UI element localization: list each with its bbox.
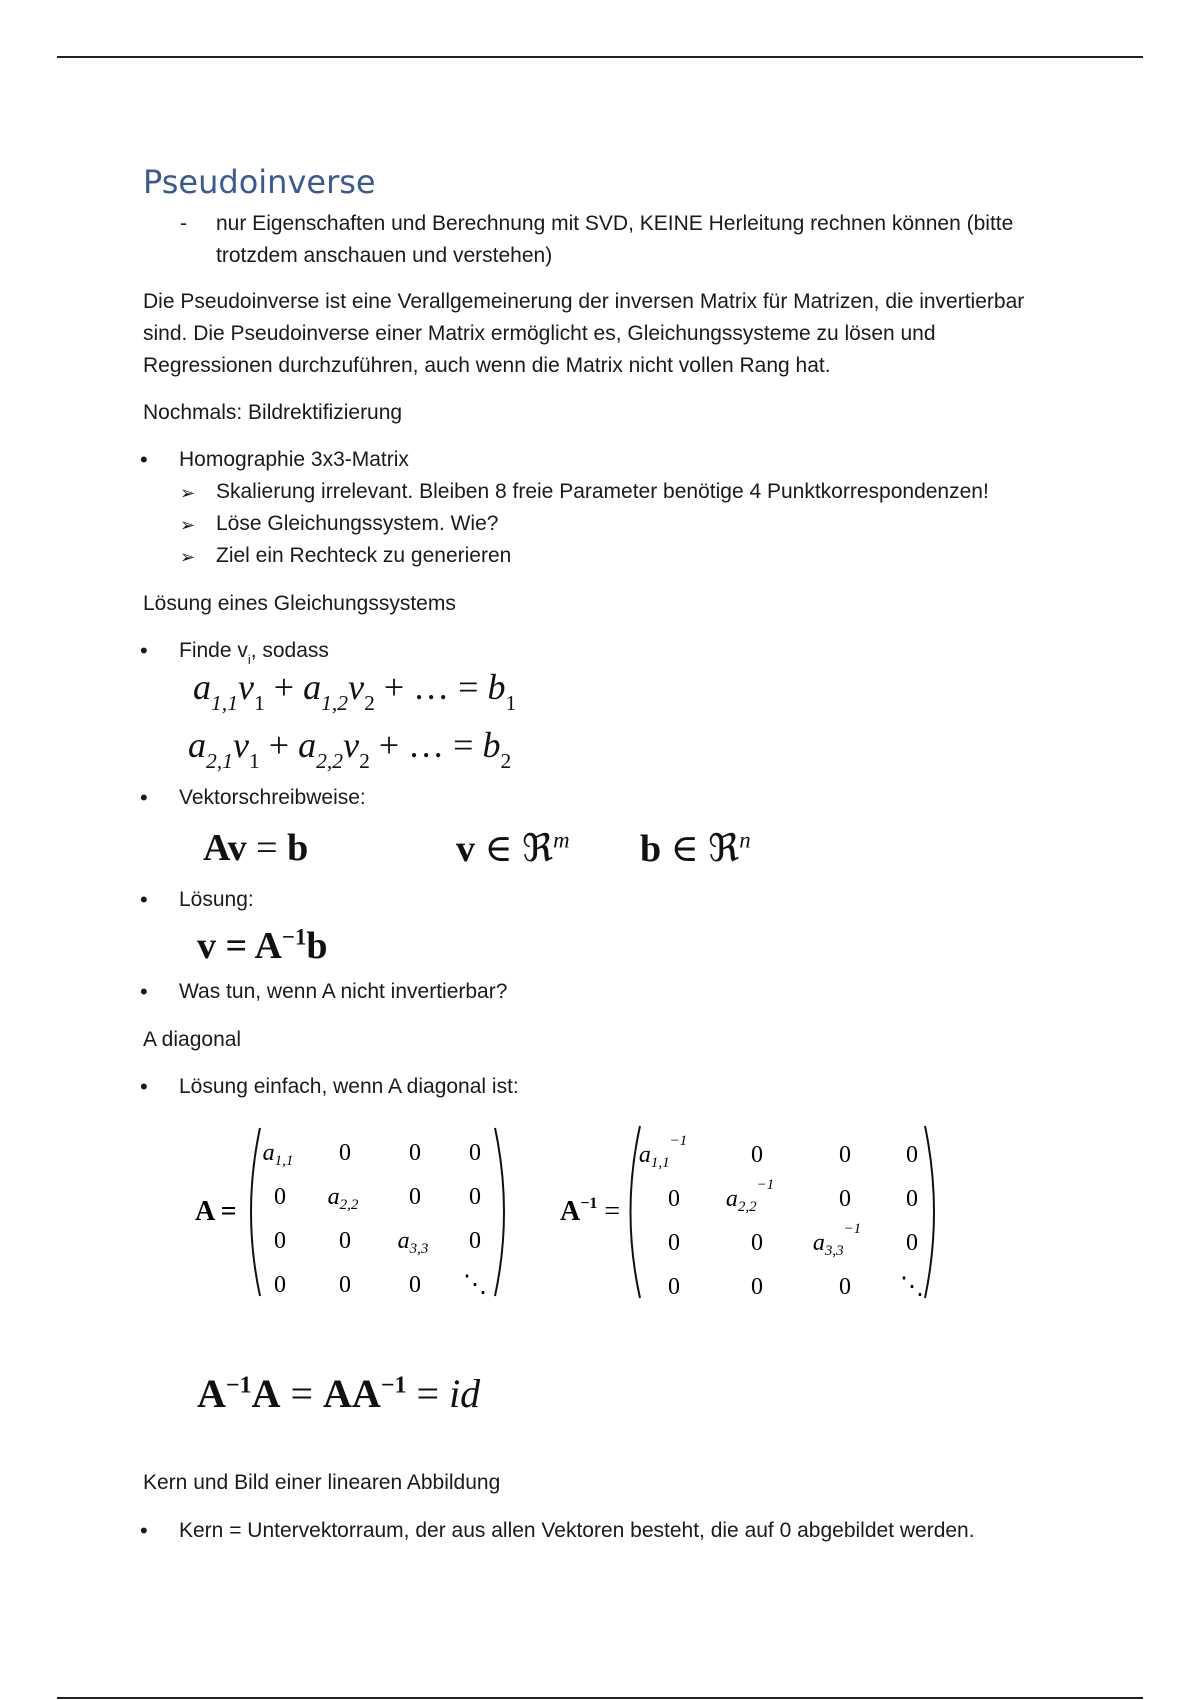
bullet-marker: • (140, 447, 148, 472)
subitem-rechteck: Ziel ein Rechteck zu generieren (216, 544, 512, 567)
matrix-a-inverse (555, 1120, 950, 1305)
finde-text: Finde v (179, 639, 248, 662)
section-heading-kern-bild: Kern und Bild einer linearen Abbildung (143, 1471, 501, 1494)
matrix-a-inverse-label: $A^{-1}$ = (560, 1195, 621, 1227)
matrix-a-cell: 0 (469, 1140, 481, 1166)
section-heading-gleichungssystem: Lösung eines Gleichungssystems (143, 592, 456, 615)
matrix-a-cell: 0 (274, 1272, 286, 1298)
right-paren (925, 1126, 934, 1298)
matrix-a-cell: 0 (409, 1140, 421, 1166)
matrix-a-cell: 0 (409, 1184, 421, 1210)
matrix-ainv-cell: 0 (668, 1186, 680, 1212)
matrix-ainv-cell: ⋱ (900, 1274, 924, 1300)
subitem-skalierung: Skalierung irrelevant. Bleiben 8 freie Parameter benötige 4 Punktkorrespondenzen! (216, 480, 989, 503)
matrix-a-cell: 0 (339, 1272, 351, 1298)
finde-sub: i (247, 653, 251, 668)
matrix-a-cell: 0 (409, 1272, 421, 1298)
matrix-a-cell: $a_{1,1}$ (262, 1140, 294, 1169)
matrix-a-cell: $a_{3,3}$ (397, 1228, 429, 1257)
matrix-ainv-cell: $a_{3,3}^{-1}$ (812, 1221, 862, 1259)
equation-av-b: Av = b (203, 827, 309, 869)
matrix-a-cell: $a_{2,2}$ (327, 1184, 359, 1213)
matrix-a-cell: 0 (469, 1184, 481, 1210)
equation-v-ainv-b: $v = A^{-1}b$ (197, 924, 328, 967)
bullet-loesung-einfach: Lösung einfach, wenn A diagonal ist: (179, 1075, 519, 1098)
bullet-homographie: Homographie 3x3-Matrix (179, 448, 409, 471)
bullet-marker: • (140, 785, 148, 810)
matrix-ainv-cell: 0 (751, 1230, 763, 1256)
subitem-gleichungssystem: Löse Gleichungssystem. Wie? (216, 512, 499, 535)
matrix-ainv-cell: 0 (668, 1274, 680, 1300)
section-heading-a-diagonal: A diagonal (143, 1028, 242, 1051)
equation-v-in-rm: v ∈ ℜ$^m$ (456, 827, 570, 870)
arrow-marker: ➢ (180, 483, 196, 503)
header-rule (57, 56, 1143, 58)
right-paren (495, 1128, 504, 1296)
matrix-a-label: A = (195, 1196, 237, 1227)
matrix-ainv-cell: 0 (751, 1274, 763, 1300)
matrix-a-cell: ⋱ (463, 1272, 487, 1298)
matrix-a-cell: 0 (469, 1228, 481, 1254)
equation-row-2: $a_{2,1}v_1 + a_{2,2}v_2$ + … = $b_2$ (188, 725, 512, 774)
footer-rule (57, 1697, 1143, 1699)
matrix-ainv-cell: 0 (906, 1142, 918, 1168)
matrix-ainv-cell: 0 (839, 1142, 851, 1168)
note-text: nur Eigenschaften und Berechnung mit SVD, KEINE Herleitung rechnen können (bitte trotzdem anschauen und verstehen) (216, 212, 1014, 267)
bullet-kern: Kern = Untervektorraum, der aus allen Vektoren besteht, die auf 0 abgebildet werden. (179, 1519, 975, 1542)
bullet-marker: • (140, 887, 148, 912)
matrix-a-cell: 0 (339, 1140, 351, 1166)
intro-paragraph: Die Pseudoinverse ist eine Verallgemeinerung der inversen Matrix für Matrizen, die invertierbar sind. Die Pseudoinverse einer Matrix ermöglicht es, Gleichungssysteme zu lösen und Regressionen durchzuführen, auch wenn die Matrix nicht vollen Rang hat. (143, 290, 1025, 377)
matrix-ainv-cell: 0 (751, 1142, 763, 1168)
bullet-marker: • (140, 638, 148, 663)
dash-marker: - (180, 212, 187, 235)
matrix-ainv-cell: 0 (839, 1186, 851, 1212)
equation-row-1: $a_{1,1}v_1 + a_{1,2}v_2$ + … = $b_1$ (193, 667, 517, 716)
matrix-ainv-cell: $a_{1,1}^{-1}$ (638, 1133, 688, 1171)
page-title: Pseudoinverse (143, 163, 376, 201)
matrix-a-cell: 0 (274, 1184, 286, 1210)
section-heading-bildrektifizierung: Nochmals: Bildrektifizierung (143, 401, 403, 424)
bullet-marker: • (140, 979, 148, 1004)
matrix-a (190, 1122, 520, 1302)
arrow-marker: ➢ (180, 515, 196, 535)
equation-b-in-rn: b ∈ ℜ$^n$ (640, 827, 751, 870)
bullet-marker: • (140, 1074, 148, 1099)
finde-rest: , sodass (250, 639, 329, 662)
matrix-a-cell: 0 (274, 1228, 286, 1254)
matrix-ainv-cell: 0 (906, 1230, 918, 1256)
bullet-nicht-invertierbar: Was tun, wenn A nicht invertierbar? (179, 980, 508, 1003)
matrix-ainv-cell: 0 (906, 1186, 918, 1212)
bullet-vektorschreibweise: Vektorschreibweise: (179, 786, 366, 809)
left-paren (251, 1128, 260, 1296)
matrix-ainv-cell: $a_{2,2}^{-1}$ (725, 1177, 775, 1215)
matrix-a-cell: 0 (339, 1228, 351, 1254)
matrix-ainv-cell: 0 (839, 1274, 851, 1300)
arrow-marker: ➢ (180, 547, 196, 567)
matrix-ainv-cell: 0 (668, 1230, 680, 1256)
bullet-marker: • (140, 1518, 148, 1543)
bullet-loesung: Lösung: (179, 888, 254, 911)
equation-identity: $A^{-1}A = AA^{-1}$ = id (197, 1371, 481, 1416)
